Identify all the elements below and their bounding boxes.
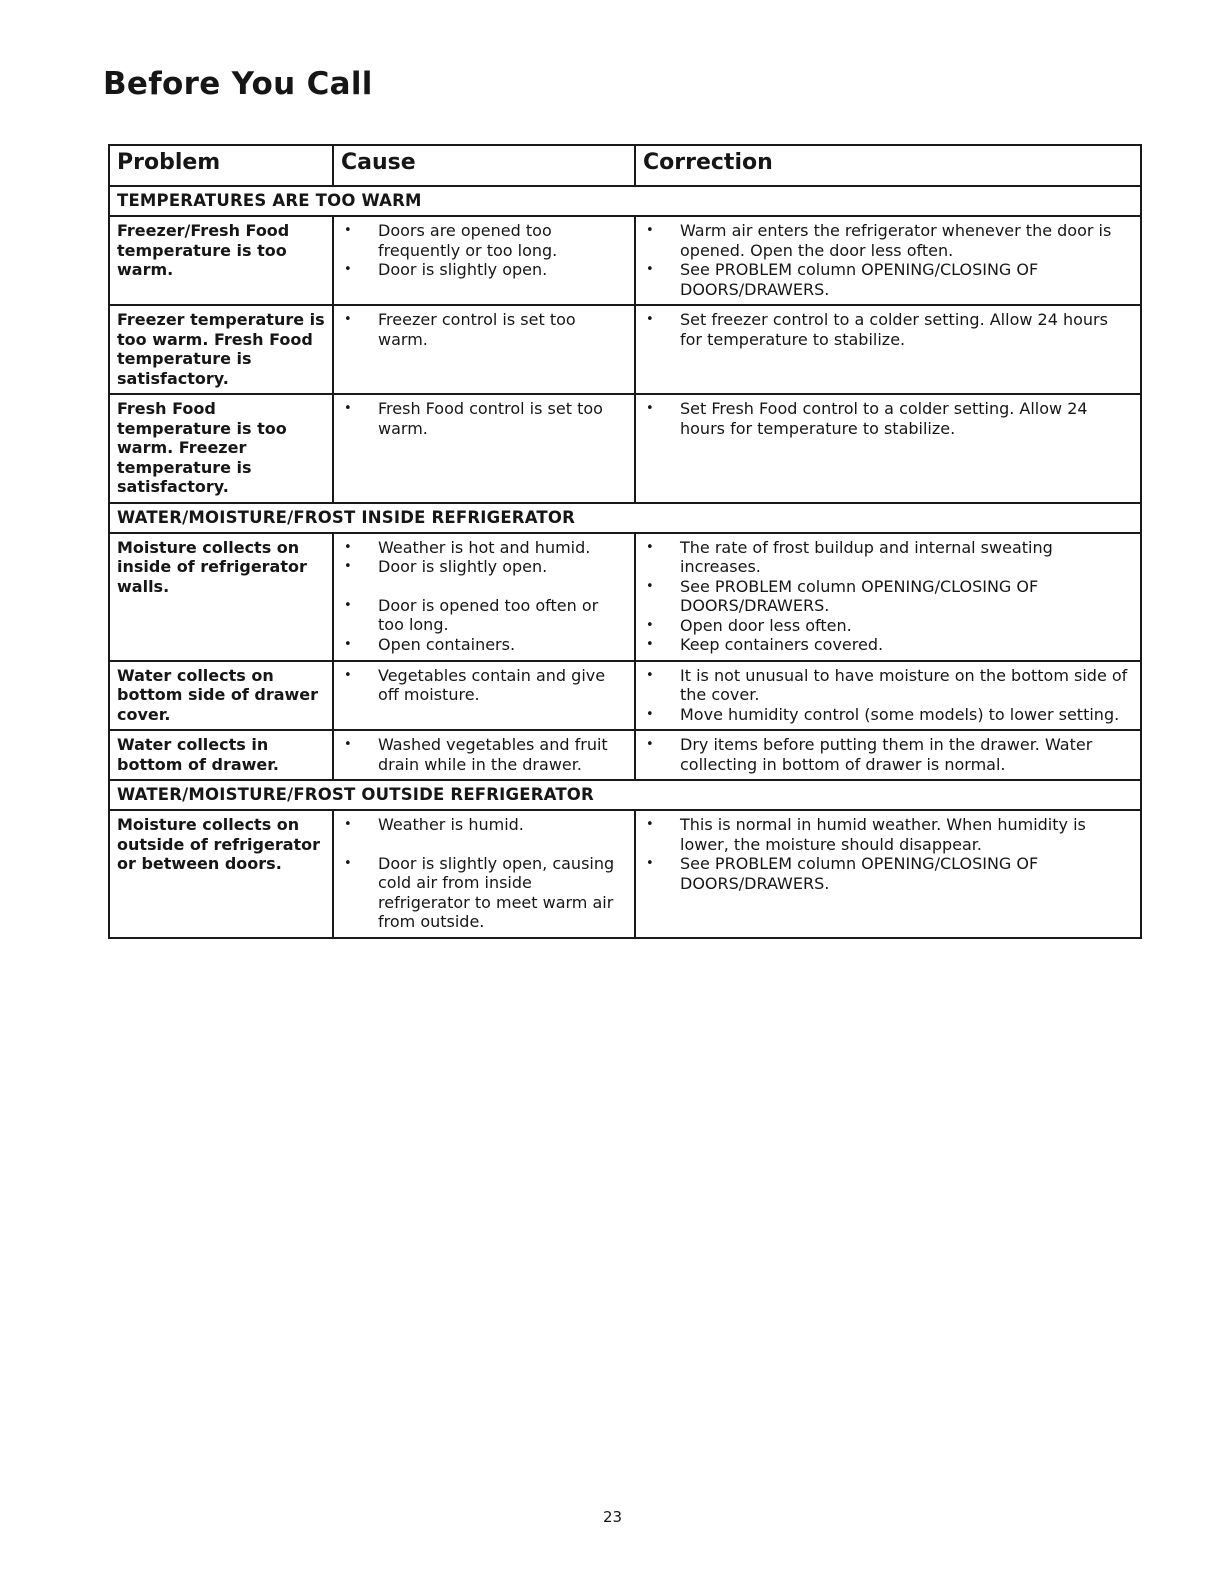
correction-item: • This is normal in humid weather. When humidity is lower, the moisture should disappear. (643, 815, 1133, 854)
cause-cell (333, 730, 635, 780)
problem-cell: Moisture collects on inside of refrigerator walls. (109, 533, 333, 661)
correction-list (643, 399, 1133, 438)
cause-cell (333, 810, 635, 938)
correction-item: • See PROBLEM column OPENING/CLOSING OF DOORS/DRAWERS. (643, 577, 1133, 616)
correction-list (643, 538, 1133, 655)
correction-list (643, 221, 1133, 299)
correction-cell (635, 533, 1141, 661)
cause-item: • Vegetables contain and give off moisture. (341, 666, 627, 705)
correction-cell (635, 730, 1141, 780)
correction-list (643, 666, 1133, 725)
correction-cell (635, 394, 1141, 503)
problem-cell: Water collects in bottom of drawer. (109, 730, 333, 780)
section-title: TEMPERATURES ARE TOO WARM (109, 186, 1141, 216)
correction-item: • Open door less often. (643, 616, 1133, 636)
cause-list (341, 735, 627, 774)
cause-item: • Freezer control is set too warm. (341, 310, 627, 349)
correction-cell (635, 661, 1141, 731)
section-title: WATER/MOISTURE/FROST OUTSIDE REFRIGERATOR (109, 780, 1141, 810)
cause-item: • Open containers. (341, 635, 627, 655)
section-row (109, 503, 1141, 533)
correction-list (643, 815, 1133, 893)
header-cause: Cause (333, 145, 635, 186)
cause-item: • Door is slightly open. (341, 260, 627, 280)
cause-cell (333, 394, 635, 503)
correction-cell (635, 216, 1141, 305)
cause-cell (333, 305, 635, 394)
table-row (109, 810, 1141, 938)
correction-item: • Set freezer control to a colder setting. Allow 24 hours for temperature to stabilize. (643, 310, 1133, 349)
problem-cell: Fresh Food temperature is too warm. Freezer temperature is satisfactory. (109, 394, 333, 503)
page-number: 23 (602, 1508, 623, 1526)
table-header-row (109, 145, 1141, 186)
correction-item: • Keep containers covered. (643, 635, 1133, 655)
cause-list (341, 538, 627, 655)
cause-cell (333, 661, 635, 731)
cause-list (341, 666, 627, 705)
section-row (109, 186, 1141, 216)
cause-item: • Weather is humid. (341, 815, 627, 835)
correction-item: • See PROBLEM column OPENING/CLOSING OF DOORS/DRAWERS. (643, 260, 1133, 299)
correction-list (643, 310, 1133, 349)
cause-cell (333, 533, 635, 661)
problem-cell: Freezer temperature is too warm. Fresh Food temperature is satisfactory. (109, 305, 333, 394)
cause-item: • Door is slightly open, causing cold air from inside refrigerator to meet warm air from outside. (341, 854, 627, 932)
table-row (109, 305, 1141, 394)
cause-list (341, 399, 627, 438)
correction-item: • Dry items before putting them in the drawer. Water collecting in bottom of drawer is normal. (643, 735, 1133, 774)
correction-item: • Set Fresh Food control to a colder setting. Allow 24 hours for temperature to stabilize. (643, 399, 1133, 438)
cause-list (341, 221, 627, 280)
table-row (109, 216, 1141, 305)
header-correction: Correction (635, 145, 1141, 186)
correction-list (643, 735, 1133, 774)
problem-cell: Water collects on bottom side of drawer cover. (109, 661, 333, 731)
correction-item: • The rate of frost buildup and internal sweating increases. (643, 538, 1133, 577)
table-row (109, 661, 1141, 731)
table-row (109, 394, 1141, 503)
cause-item: • Weather is hot and humid. (341, 538, 627, 558)
cause-item: • Doors are opened too frequently or too long. (341, 221, 627, 260)
cause-cell (333, 216, 635, 305)
correction-item: • See PROBLEM column OPENING/CLOSING OF DOORS/DRAWERS. (643, 854, 1133, 893)
correction-cell (635, 810, 1141, 938)
cause-item: • Washed vegetables and fruit drain while in the drawer. (341, 735, 627, 774)
correction-item: • Warm air enters the refrigerator whenever the door is opened. Open the door less often. (643, 221, 1133, 260)
header-problem: Problem (109, 145, 333, 186)
troubleshooting-table (108, 144, 1142, 939)
correction-cell (635, 305, 1141, 394)
cause-item: • Door is slightly open. (341, 557, 627, 577)
cause-item: • Fresh Food control is set too warm. (341, 399, 627, 438)
table-row (109, 533, 1141, 661)
cause-list (341, 815, 627, 932)
section-row (109, 780, 1141, 810)
problem-cell: Moisture collects on outside of refrigerator or between doors. (109, 810, 333, 938)
table-body (109, 186, 1141, 938)
section-title: WATER/MOISTURE/FROST INSIDE REFRIGERATOR (109, 503, 1141, 533)
page-title: Before You Call (103, 66, 373, 102)
correction-item: • Move humidity control (some models) to lower setting. (643, 705, 1133, 725)
problem-cell: Freezer/Fresh Food temperature is too warm. (109, 216, 333, 305)
cause-item: • Door is opened too often or too long. (341, 596, 627, 635)
cause-list (341, 310, 627, 349)
correction-item: • It is not unusual to have moisture on the bottom side of the cover. (643, 666, 1133, 705)
table-row (109, 730, 1141, 780)
